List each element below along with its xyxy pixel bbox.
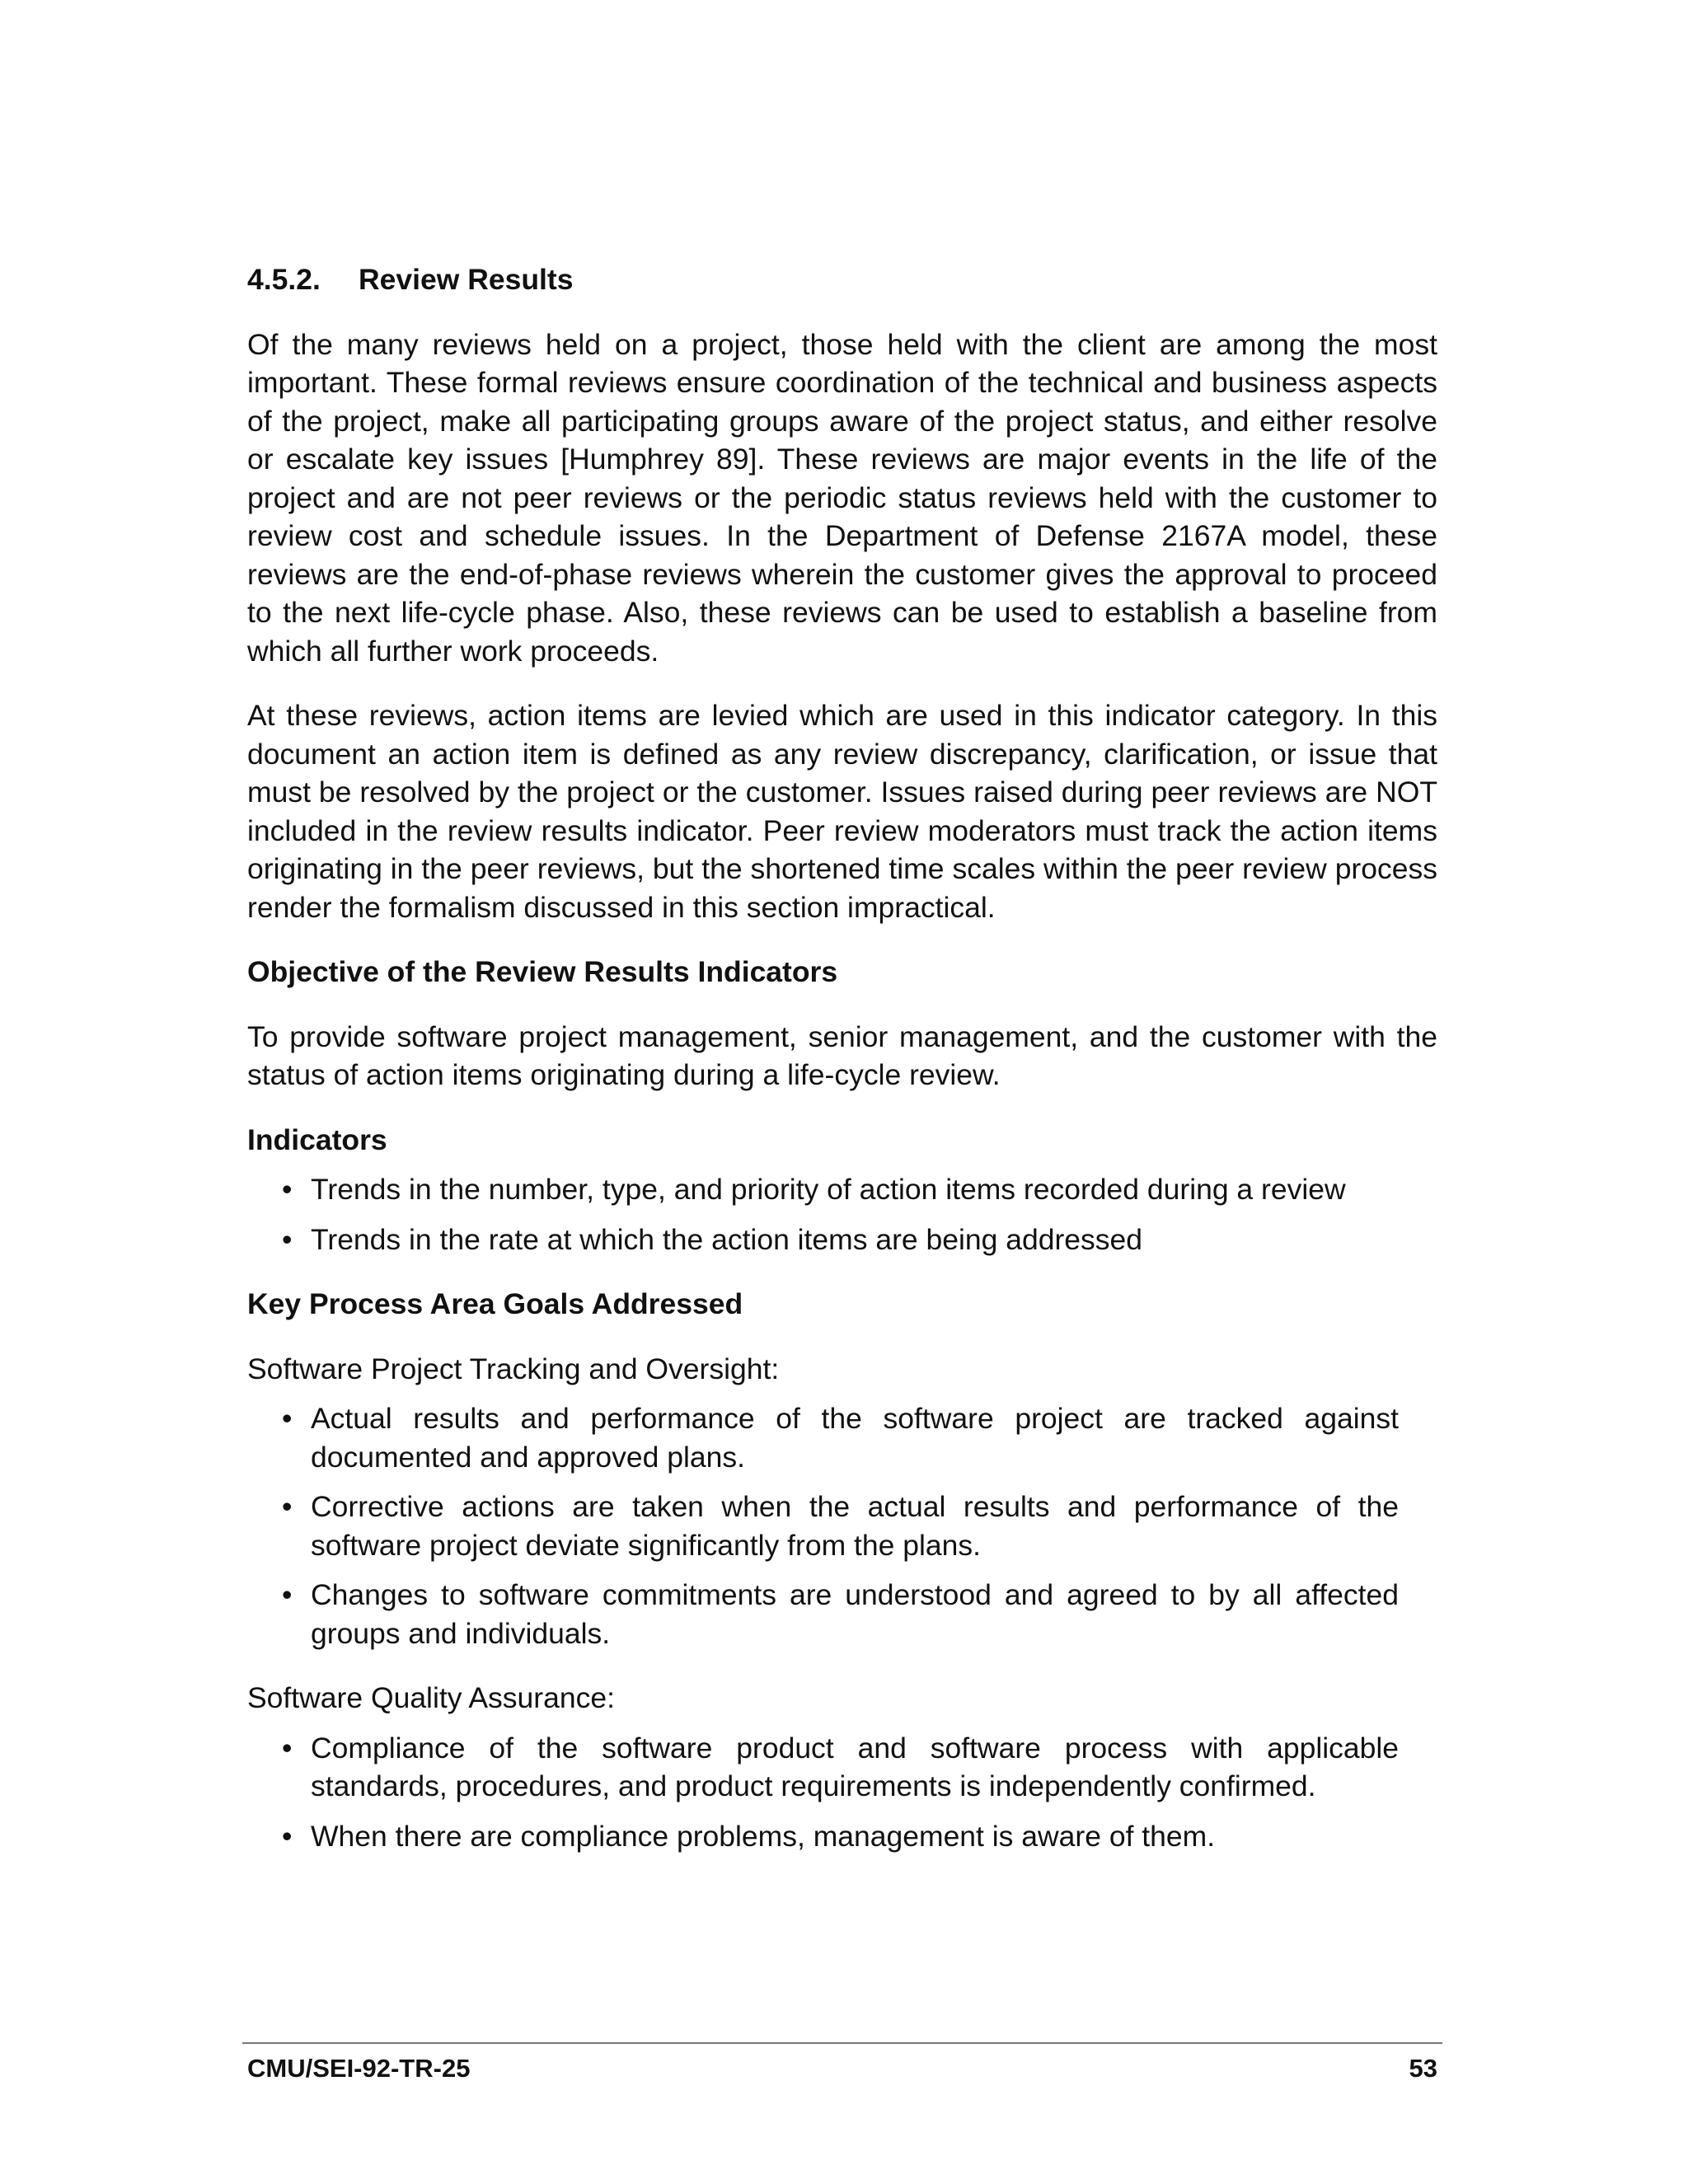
indicators-heading: Indicators: [247, 1122, 387, 1156]
list-item: [247, 1488, 1437, 1564]
list-item-text: Compliance of the software product and software process with applicable standards, procedures, and product requirements is independently confirmed.: [311, 1731, 1399, 1802]
goal-list-sto: [247, 1399, 1437, 1652]
bullet-icon: •: [282, 1402, 293, 1435]
list-item-text: When there are compliance problems, management is aware of them.: [311, 1819, 1216, 1853]
section-number: 4.5.2.: [247, 263, 321, 296]
list-item: [247, 1170, 1437, 1209]
indicators-list: [247, 1170, 1437, 1258]
bullet-icon: •: [282, 1731, 293, 1765]
goal-group-label-sto: Software Project Tracking and Oversight:: [247, 1352, 780, 1385]
goal-list-sqa: [247, 1729, 1437, 1856]
footer-divider: [242, 2042, 1442, 2044]
list-item: [247, 1221, 1437, 1259]
list-item: [247, 1817, 1437, 1856]
goal-group-label-sqa: Software Quality Assurance:: [247, 1681, 615, 1714]
list-item: [247, 1729, 1437, 1806]
bullet-icon: •: [282, 1222, 293, 1256]
bullet-icon: •: [282, 1819, 293, 1853]
objective-text: To provide software project management, senior management, and the customer with the status of action items originating during a life-cycle review.: [247, 1019, 1437, 1091]
intro-paragraph-2: At these reviews, action items are levied which are used in this indicator category. In this document an action item is defined as any review discrepancy, clarification, or issue that must be resolved by the project or the customer. Issues raised during peer reviews are NOT included in the review results indicator. Peer review moderators must track the action items originating in the peer reviews, but the shortened time scales within the peer review process render the formalism discussed in this section impractical.: [247, 699, 1437, 924]
bullet-icon: •: [282, 1578, 293, 1611]
objective-heading: Objective of the Review Results Indicators: [247, 955, 838, 988]
list-item-text: Actual results and performance of the software project are tracked against documented and approved plans.: [311, 1402, 1399, 1474]
list-item: [247, 1399, 1437, 1476]
list-item-text: Trends in the rate at which the action items are being addressed: [311, 1222, 1143, 1256]
list-item: [247, 1576, 1437, 1652]
goals-heading: Key Process Area Goals Addressed: [247, 1287, 743, 1320]
bullet-icon: •: [282, 1173, 293, 1206]
list-item-text: Corrective actions are taken when the actual results and performance of the software project deviate significantly from the plans.: [311, 1490, 1399, 1562]
section-heading: [247, 260, 1437, 299]
footer-report-id: CMU/SEI-92-TR-25: [247, 2054, 471, 2083]
bullet-icon: •: [282, 1490, 293, 1523]
intro-paragraph-1: Of the many reviews held on a project, those held with the client are among the most important. These formal reviews ensure coordination of the technical and business aspects of the project, make all participating groups aware of the project status, and either resolve or escalate key issues [Humphrey 89]. These reviews are major events in the life of the project and are not peer reviews or the periodic status reviews held with the customer to review cost and schedule issues. In the Department of Defense 2167A model, these reviews are the end-of-phase reviews wherein the customer gives the approval to proceed to the next life-cycle phase. Also, these reviews can be used to establish a baseline from which all further work proceeds.: [247, 327, 1437, 668]
footer-page-number: 53: [1409, 2054, 1437, 2083]
list-item-text: Trends in the number, type, and priority of action items recorded during a review: [311, 1173, 1346, 1206]
page-content: [247, 260, 1437, 1882]
list-item-text: Changes to software commitments are understood and agreed to by all affected groups and individuals.: [311, 1578, 1399, 1650]
section-title: Review Results: [359, 263, 574, 296]
